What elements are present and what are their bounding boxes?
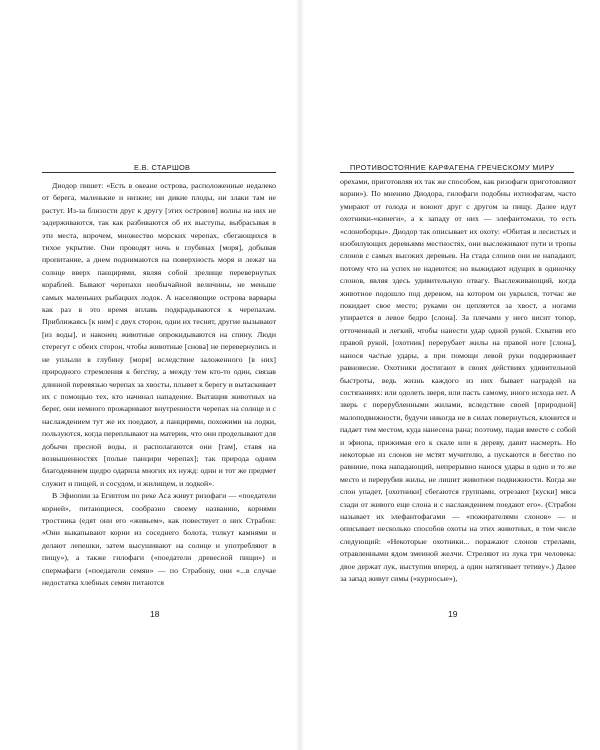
paragraph: Диодор пишет: «Есть в океане острова, расположенные недалеко от берега, маленькие и низкие; ни дикие плоды, ни злаки там не растут. Из-за близости друг к другу [этих островов] волны на них не задерживаются, так как разбиваются об их выступы, выбрасывая в эти места, впрочем, множество морских черепах, сбегающихся в тихое укрытие. Они проводят ночь в глубинах [моря], добывая пропитание, а днем поднимаются на поверхность моря и лежат на солнце вверх панцирями, являя собой зрелище перевернутых кораблей. Бывают черепахи необычайной величины, не меньше самых маленьких рыбацких лодок. А населяющие острова варвары как раз в это время вплавь подкрадываются к черепахам. Приближаясь [к ним] с двух сторон, одни их теснят, другие вызывают [из воды], и наконец животные опрокидываются на спину. Люди стерегут с обеих сторон, чтобы животные [снова] не перевернулись и не уплыли в глубину [моря] вследствие заложенного [в них] природного стремления к бегству, а между тем кто-то один, связав длинной перевязью черепах за хвосты, плывет к берегу и вытаскивает их с помощью тех, кто начинал нападение. Вытащив животных на берег, они немного прожаривают внутренности черепах на солнце и с наслаждением тут же их поедают, а панцирями, похожими на лодки, пользуются, когда переплывают на материк, что они проделывают для добычи пресной воды, и располагаются они [там], ставя на возвышенностях [полые панцири черепах]; так природа одним благодеянием щедро одарила многих их нужд: один и тот же предмет служит и пищей, и сосудом, и жилищем, и лодкой». <box>42 181 276 488</box>
paragraph: В Эфиопии за Египтом по реке Аса живут ризофаги — «поедатели корней», питающиеся, сообразно своему названию, корнями тростника (едят они его «живьем», как повествует о них Страбон: «Они выкапывают корни из соседнего болота, толкут камнями и делают лепешки, затем высушивают на солнце и употребляют в пищу»), а также гилофаги («поедатели древесной пищи») и спермафаги («поедатели семян» — по Страбону, они «...в случае недостатка хлебных семян питаются <box>42 491 276 587</box>
page-number-left: 18 <box>150 609 160 619</box>
header-rule-right <box>340 172 574 173</box>
right-page <box>300 0 600 750</box>
page-number-right: 19 <box>448 609 458 619</box>
running-head-right: ПРОТИВОСТОЯНИЕ КАРФАГЕНА ГРЕЧЕСКОМУ МИРУ <box>350 163 555 172</box>
left-page-body <box>42 180 276 589</box>
paragraph: орехами, приготовляя их так же способом, как ризофаги приготовляют корни»). По мнению Диодора, гилофаги подобны ихтиофагам, часто умирают от голода и воюют друг с другом за пищу. Далее идут охотники-«кинеги», а к западу от них — элефантомахи, то есть «слоноборцы». Диодор так описывает их охоту: «Обитая в лесистых и изобилующих деревьями местностях, они выслеживают пути и тропы слонов с самых высоких деревьев. На стада слонов они не нападают, потому что на успех не надеются; но выжидают идущих в одиночку слонов, являя здесь удивительную отвагу. Выслеживающий, когда животное подошло под деревом, на котором он укрылся, тотчас же покидает свое место; руками он цепляется за хвост, а ногами упирается в левое бедро [слона]. За плечами у него висит топор, отточенный и легкий, чтобы нанести удар одной рукой. Схватив его правой рукой, [охотник] перерубает жилы на правой ноге [слона], нанося частые удары, а при помощи левой руки поддерживает равновесие. Охотники достигают в своих действиях удивительной быстроты, ведь жизнь каждого из них бывает наградой на состязаниях: или одолеть зверя, или пасть самому, иного исхода нет. А зверь с перерубленными жилами, вследствие своей [природной] малоподвижности, будучи никогда не в силах повернуться, клонится и падает тем местом, куда нанесена рана; поэтому, падая вместе с собой и эфиопа, прижимая его к скале или к дереву, давит насмерть. Но некоторые из слонов не мстят мучителю, а пускаются в бегство по равнине, пока нападающий, непрерывно нанося удары в одно и то же место и перерубив жилы, не лишит животное подвижности. Когда же слон упадет, [охотники] сбегаются группами, отрезают [куски] мяса сзади от живого еще слона и с наслаждением поедают его». (Страбон называет их элефантофагами — «пожирателями слонов» — и описывает несколько способов охоты на этих животных, в том числе следующий: «Некоторые охотники... поражают слонов стрелами, отравленными ядом змеиной желчи. Стреляют из лука три человека: двое держат лук, выступив вперед, а один натягивает тетиву».) Далее за запад живут симы («курносые»), <box>340 177 576 583</box>
right-page-body <box>340 176 576 585</box>
header-rule-left <box>42 172 276 173</box>
running-head-left: Е.В. СТАРШОВ <box>134 163 191 172</box>
